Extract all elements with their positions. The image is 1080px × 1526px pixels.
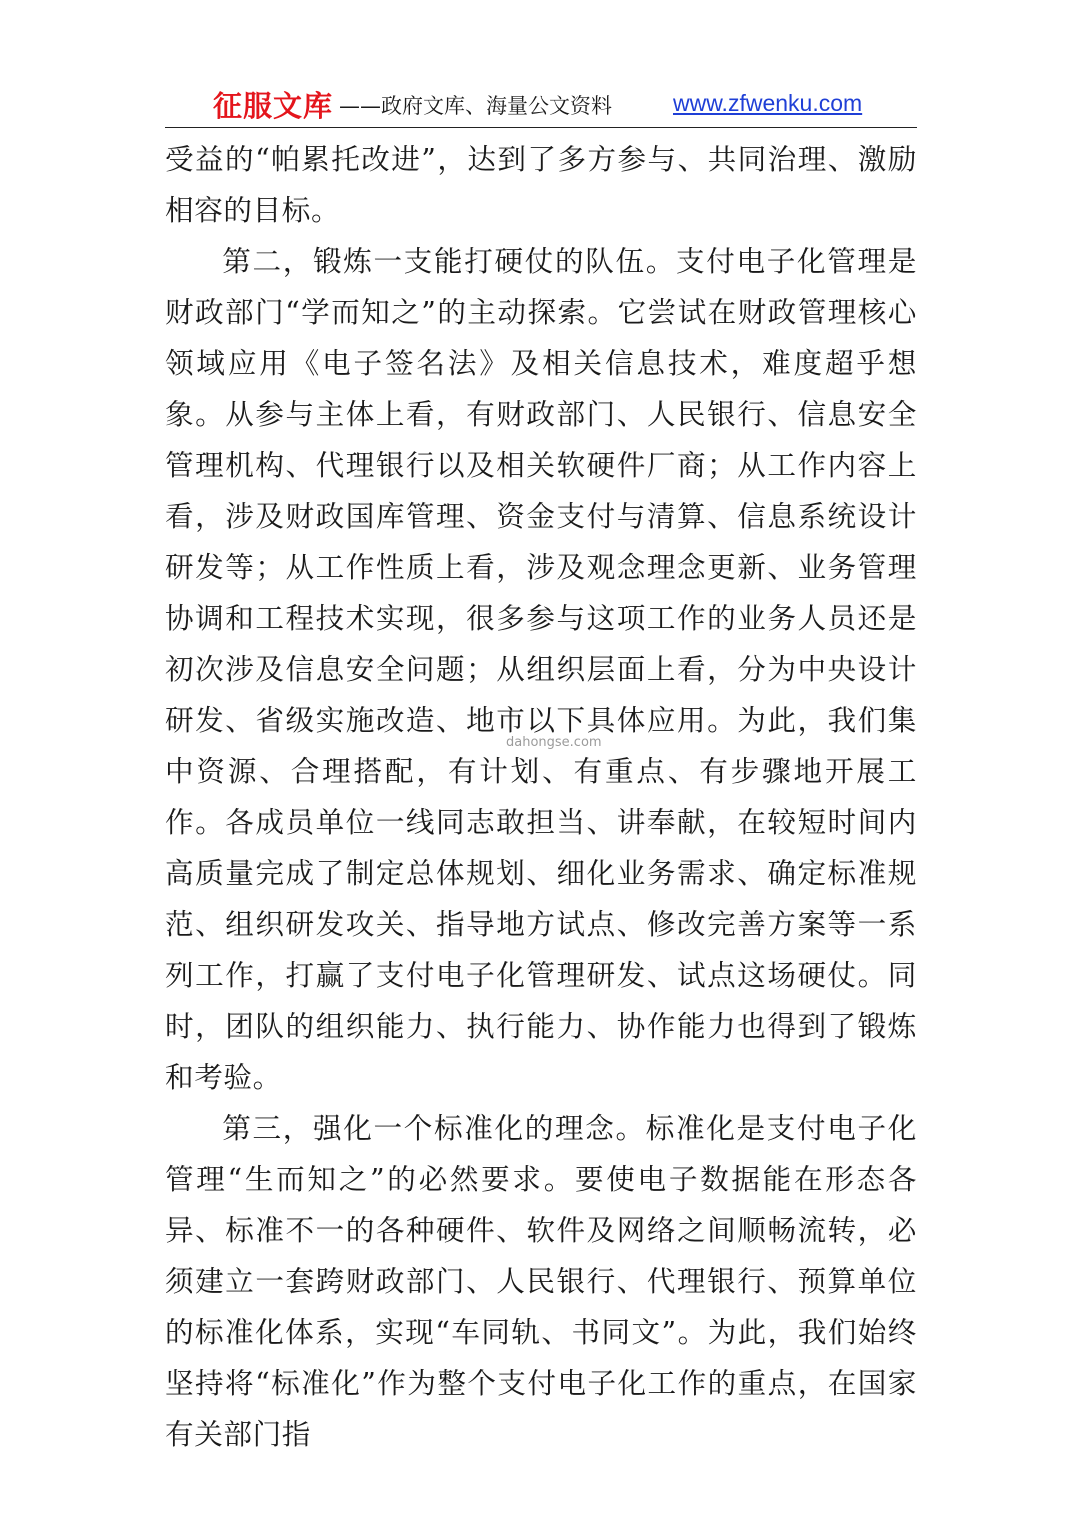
paragraph-continuation: 受益的“帕累托改进”，达到了多方参与、共同治理、激励相容的目标。 (165, 142, 917, 227)
document-body (165, 134, 917, 1460)
page-header (165, 84, 917, 124)
paragraph-third: 第三，强化一个标准化的理念。标准化是支付电子化管理“生而知之”的必然要求。要使电子数据能在形态各异、标准不一的各种硬件、软件及网络之间顺畅流转，必须建立一套跨财政部门、人民银行、代理银行、预算单位的标准化体系，实现“车同轨、书同文”。为此，我们始终坚持将“标准化”作为整个支付电子化工作的重点，在国家有关部门指 (165, 1111, 917, 1451)
watermark-text: dahongse.com (506, 735, 602, 750)
brand-logo-text: 征服文库 (213, 89, 334, 123)
site-url-link[interactable]: www.zfwenku.com (673, 90, 863, 116)
paragraph-second: 第二，锻炼一支能打硬仗的队伍。支付电子化管理是财政部门“学而知之”的主动探索。它尝试在财政管理核心领域应用《电子签名法》及相关信息技术，难度超乎想象。从参与主体上看，有财政部门、人民银行、信息安全管理机构、代理银行以及相关软硬件厂商；从工作内容上看，涉及财政国库管理、资金支付与清算、信息系统设计研发等；从工作性质上看，涉及观念理念更新、业务管理协调和工程技术实现，很多参与这项工作的业务人员还是初次涉及信息安全问题；从组织层面上看，分为中央设计研发、省级实施改造、地市以下具体应用。为此，我们集中资源、合理搭配，有计划、有重点、有步骤地开展工作。各成员单位一线同志敢担当、讲奉献，在较短时间内高质量完成了制定总体规划、细化业务需求、确定标准规范、组织研发攻关、指导地方试点、修改完善方案等一系列工作，打赢了支付电子化管理研发、试点这场硬仗。同时，团队的组织能力、执行能力、协作能力也得到了锻炼和考验。 (165, 244, 917, 1094)
header-tagline: ——政府文库、海量公文资料 (339, 94, 612, 118)
header-divider (165, 127, 917, 128)
